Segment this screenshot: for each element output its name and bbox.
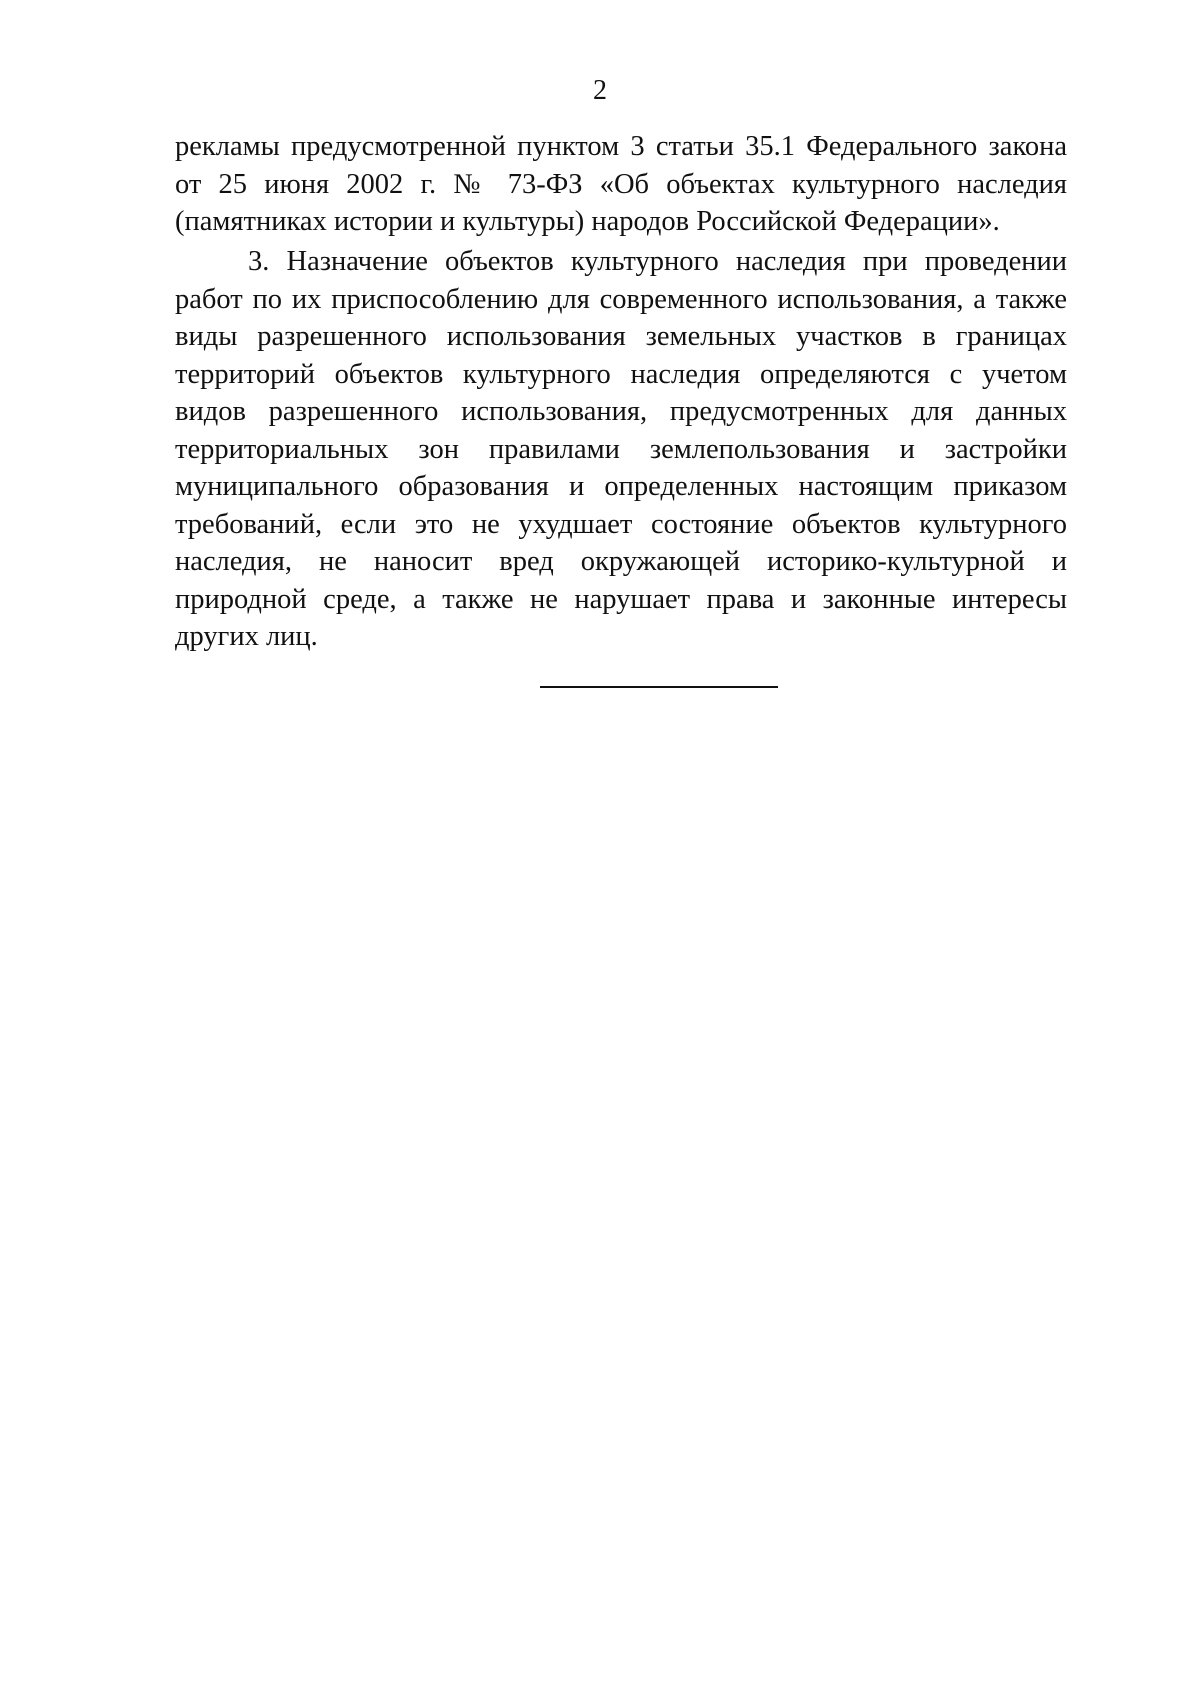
- text-line: территориальных зон правилами землепользования и застройки: [175, 433, 1067, 465]
- text-line: территорий объектов культурного наследия определяются с учетом: [175, 358, 1067, 390]
- text-line: от 25 июня 2002 г. № 73-ФЗ «Об объектах культурного наследия: [175, 168, 1067, 200]
- text-line: требований, если это не ухудшает состояние объектов культурного: [175, 508, 1067, 540]
- text-line: 3. Назначение объектов культурного наследия при проведении: [248, 246, 1067, 277]
- text-line: (памятниках истории и культуры) народов Российской Федерации».: [175, 206, 1000, 237]
- text-line: муниципального образования и определенных настоящим приказом: [175, 471, 1067, 502]
- paragraph-item-3: [175, 243, 1067, 656]
- text-line: природной среде, а также не нарушает права и законные интересы: [175, 583, 1067, 615]
- text-line: виды разрешенного использования земельных участков в границах: [175, 321, 1067, 352]
- text-line: видов разрешенного использования, предусмотренных для данных: [175, 396, 1067, 427]
- text-line: других лиц.: [175, 621, 318, 652]
- page-number: 2: [593, 75, 607, 106]
- text-line: работ по их приспособлению для современного использования, а также: [175, 283, 1067, 315]
- text-line: рекламы предусмотренной пунктом 3 статьи 35.1 Федерального закона: [175, 131, 1067, 162]
- paragraph-continuation: [175, 128, 1067, 241]
- end-divider-line: [540, 686, 778, 688]
- text-line: наследия, не наносит вред окружающей историко-культурной и: [175, 546, 1067, 577]
